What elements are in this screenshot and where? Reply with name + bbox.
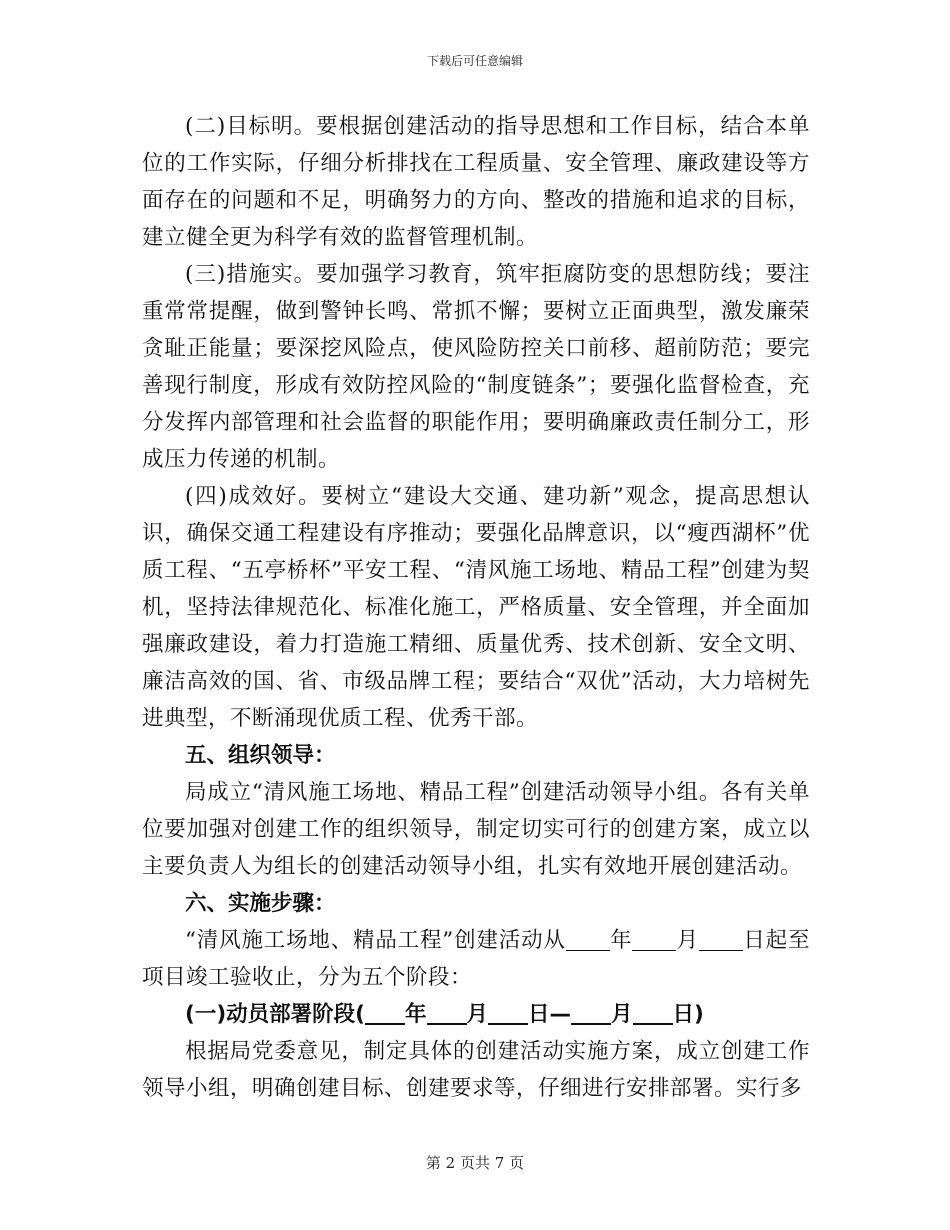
timeline-text-start: “清风施工场地、精品工程”创建活动从: [185, 928, 566, 953]
phase-month: 月: [466, 1002, 489, 1027]
phase-year: 年: [404, 1002, 427, 1027]
heading-phase-one: [142, 996, 810, 1033]
blank-year: [365, 1001, 405, 1025]
phase-day: 日—: [528, 1002, 572, 1027]
page-footer: 第 2 页共 7 页: [425, 1154, 525, 1172]
paragraph-measures: (三)措施实。要加强学习教育，筑牢拒腐防变的思想防线；要注重常常提醒，做到警钟长鸣、常抓不懈；要树立正面典型，激发廉荣贪耻正能量；要深挖风险点，使风险防控关口前移、超前防范；要完善现行制度，形成有效防控风险的“制度链条”；要强化监督检查，充分发挥内部管理和社会监督的职能作用；要明确廉政责任制分工，形成压力传递的机制。: [142, 262, 810, 472]
blank-day: [488, 1001, 528, 1025]
paragraph-timeline: [142, 922, 810, 996]
timeline-month: 月: [676, 928, 699, 953]
blank-month: [632, 928, 676, 951]
timeline-text-end: 日起至项目竣工验收止，分为五个阶段：: [142, 928, 810, 990]
heading-organization: 五、组织领导：: [185, 743, 336, 768]
phase-title: (一)动员部署阶段(: [185, 1002, 365, 1027]
paragraph-goal: (二)目标明。要根据创建活动的指导思想和工作目标，结合本单位的工作实际，仔细分析排找在工程质量、安全管理、廉政建设等方面存在的问题和不足，明确努力的方向、整改的措施和追求的目标，建立健全更为科学有效的监督管理机制。: [142, 114, 810, 250]
blank-month-2: [571, 1001, 611, 1025]
blank-day-2: [633, 1001, 673, 1025]
heading-steps: 六、实施步骤：: [185, 891, 336, 916]
phase-day-end: 日): [672, 1002, 704, 1027]
phase-month-2: 月: [611, 1002, 633, 1027]
blank-month: [427, 1001, 467, 1025]
timeline-year: 年: [609, 928, 633, 953]
blank-day: [699, 928, 743, 951]
paragraph-phase-one: 根据局党委意见，制定具体的创建活动实施方案，成立创建工作领导小组，明确创建目标、创建要求等，仔细进行安排部署。实行多: [142, 1039, 810, 1101]
page-header: 下载后可任意编辑: [426, 54, 523, 68]
blank-year: [566, 928, 610, 951]
paragraph-results: (四)成效好。要树立“建设大交通、建功新”观念，提高思想认识，确保交通工程建设有序推动；要强化品牌意识，以“瘦西湖杯”优质工程、“五亭桥杯”平安工程、“清风施工场地、精品工程”创建为契机，坚持法律规范化、标准化施工，严格质量、安全管理，并全面加强廉政建设，着力打造施工精细、质量优秀、技术创新、安全文明、廉洁高效的国、省、市级品牌工程；要结合“双优”活动，大力培树先进典型，不断涌现优质工程、优秀干部。: [142, 484, 810, 731]
paragraph-organization: 局成立“清风施工场地、精品工程”创建活动领导小组。各有关单位要加强对创建工作的组织领导，制定切实可行的创建方案，成立以主要负责人为组长的创建活动领导小组，扎实有效地开展创建活动。: [142, 780, 810, 879]
document-body: [142, 108, 810, 1107]
